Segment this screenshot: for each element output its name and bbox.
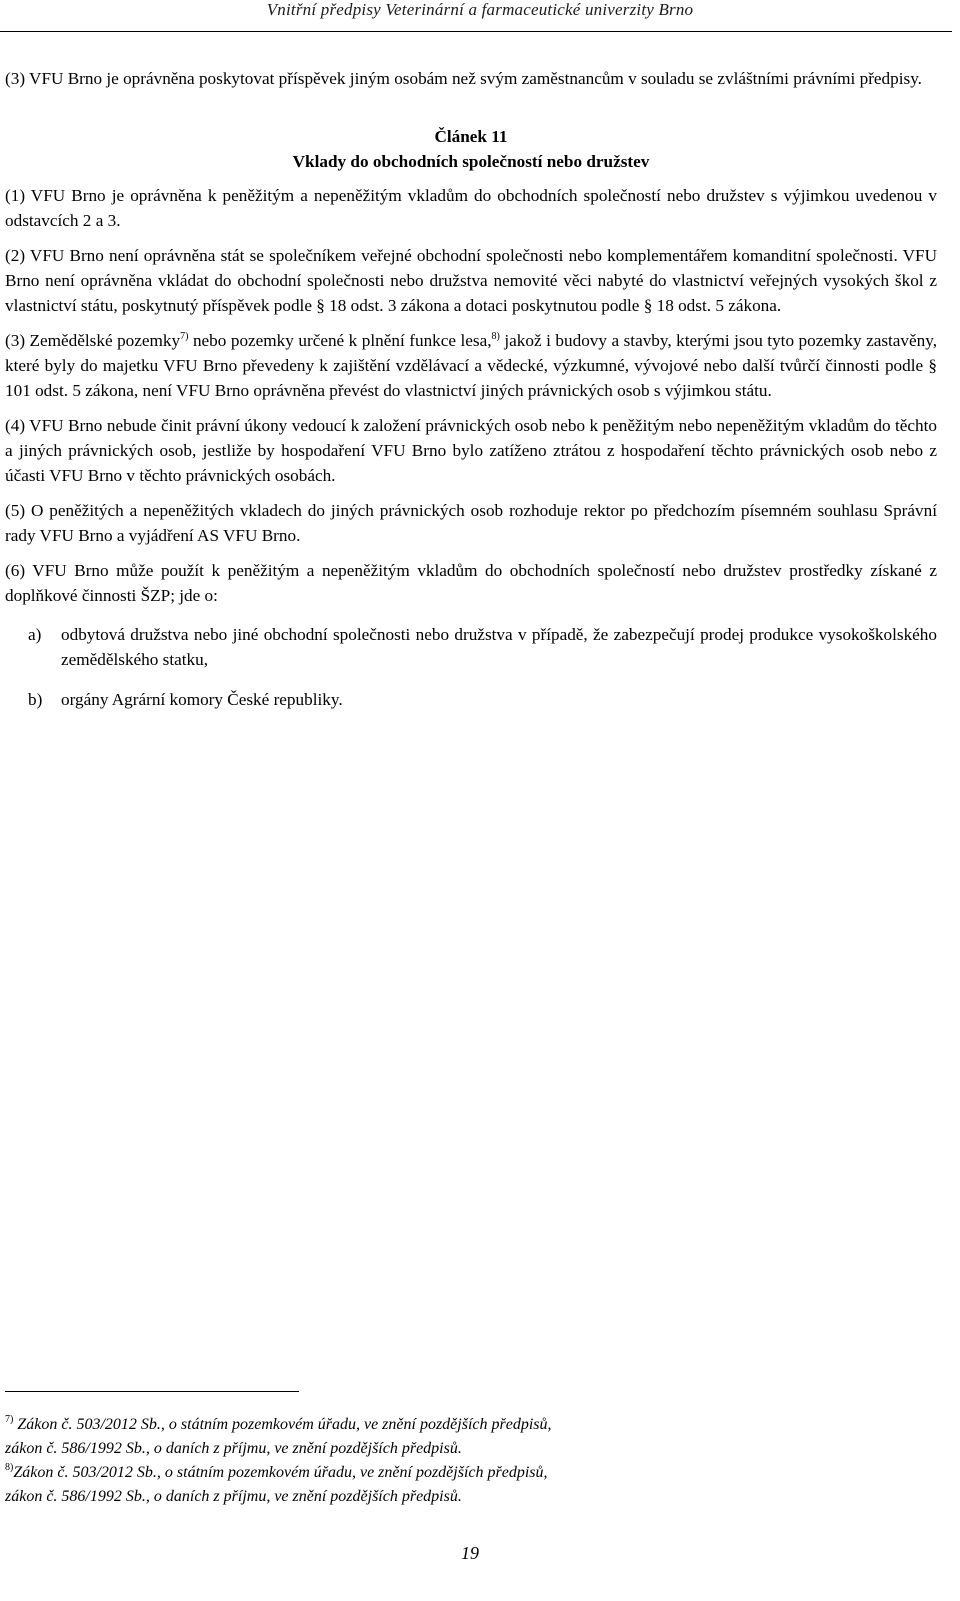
paragraph-4: (4) VFU Brno nebude činit právní úkony vedoucí k založení právnických osob nebo k peněžitým nebo nepeněžitým vkladům do těchto a jiných právnických osob, jestliže by hospodaření VFU Brno bylo zatíženo ztrátou z hospodaření těchto právnických osob nebo z účasti VFU Brno v těchto právnických osobách. xyxy=(5,416,937,485)
footnotes xyxy=(5,1413,935,1509)
paragraph-3 xyxy=(5,328,937,403)
header-divider xyxy=(0,31,952,32)
footnote-ref-8: 8) xyxy=(491,331,500,342)
paragraph-3-part-3: jakož i budovy a stavby, kterými jsou tyto pozemky zastavěny, které byly do majetku VFU Brno převedeny k zajištění vzdělávací a vědecké, výzkumné, vývojové nebo další tvůrčí činnosti podle § 101 odst. 5 zákona, není VFU Brno oprávněna převést do vlastnictví jiných právnických osob s výjimkou státu. xyxy=(5,331,938,400)
list-item-text: orgány Agrární komory České republiky. xyxy=(61,690,343,709)
footnote-8-line-2: zákon č. 586/1992 Sb., o daních z příjmu, ve znění pozdějších předpisů. xyxy=(5,1488,462,1505)
body-text xyxy=(5,66,937,712)
list-marker-a: a) xyxy=(28,625,42,644)
footnote-7-text-1: Zákon č. 503/2012 Sb., o státním pozemkovém úřadu, ve znění pozdějších předpisů, xyxy=(17,1416,552,1433)
footnote-divider xyxy=(5,1391,299,1392)
page-number: 19 xyxy=(461,1543,479,1563)
paragraph-1: (1) VFU Brno je oprávněna k peněžitým a nepeněžitým vkladům do obchodních společností nebo družstev s výjimkou uvedenou v odstavcích 2 a 3. xyxy=(5,186,937,230)
running-header: Vnitřní předpisy Veterinární a farmaceutické univerzity Brno xyxy=(266,0,694,19)
footnote-8-marker: 8) xyxy=(5,1462,14,1473)
footnote-7-line-1 xyxy=(5,1413,935,1437)
paragraph-2: (2) VFU Brno není oprávněna stát se společníkem veřejné obchodní společnosti nebo komplementářem komanditní společnosti. VFU Brno není oprávněna vkládat do obchodní společnosti nebo družstva nemovité věci nabyté do vlastnictví veřejných vysokých škol z vlastnictví státu, poskytnutý příspěvek podle § 18 odst. 3 zákona a dotaci poskytnutou podle § 18 odst. 5 zákona. xyxy=(5,246,937,315)
list-item xyxy=(5,687,937,712)
footnote-7-line-2: zákon č. 586/1992 Sb., o daních z příjmu, ve znění pozdějších předpisů. xyxy=(5,1440,462,1457)
list-item-text: odbytová družstva nebo jiné obchodní společnosti nebo družstva v případě, že zabezpečují prodej produkce vysokoškolského zemědělského statku, xyxy=(61,625,937,669)
paragraph-3-part-1: (3) Zemědělské pozemky xyxy=(5,331,181,350)
article-number: Článek 11 xyxy=(434,127,508,146)
paragraph-6: (6) VFU Brno může použít k peněžitým a nepeněžitým vkladům do obchodních společností nebo družstev prostředky získané z doplňkové činnosti ŠZP; jde o: xyxy=(5,561,937,605)
footnote-ref-7: 7) xyxy=(180,331,189,342)
list-item xyxy=(5,622,937,672)
list-marker-b: b) xyxy=(28,690,43,709)
paragraph-3-part-2: nebo pozemky určené k plnění funkce lesa, xyxy=(188,331,492,350)
paragraph-5: (5) O peněžitých a nepeněžitých vkladech do jiných právnických osob rozhoduje rektor po předchozím písemném souhlasu Správní rady VFU Brno a vyjádření AS VFU Brno. xyxy=(5,501,937,545)
footnote-7-marker: 7) xyxy=(5,1414,14,1425)
article-title: Vklady do obchodních společností nebo družstev xyxy=(292,152,650,171)
footnote-8-text-1: Zákon č. 503/2012 Sb., o státním pozemkovém úřadu, ve znění pozdějších předpisů, xyxy=(13,1464,548,1481)
article-heading xyxy=(5,124,937,174)
intro-paragraph: (3) VFU Brno je oprávněna poskytovat příspěvek jiným osobám než svým zaměstnancům v souladu se zvláštními právními předpisy. xyxy=(5,69,922,88)
footnote-8-line-1 xyxy=(5,1461,935,1485)
